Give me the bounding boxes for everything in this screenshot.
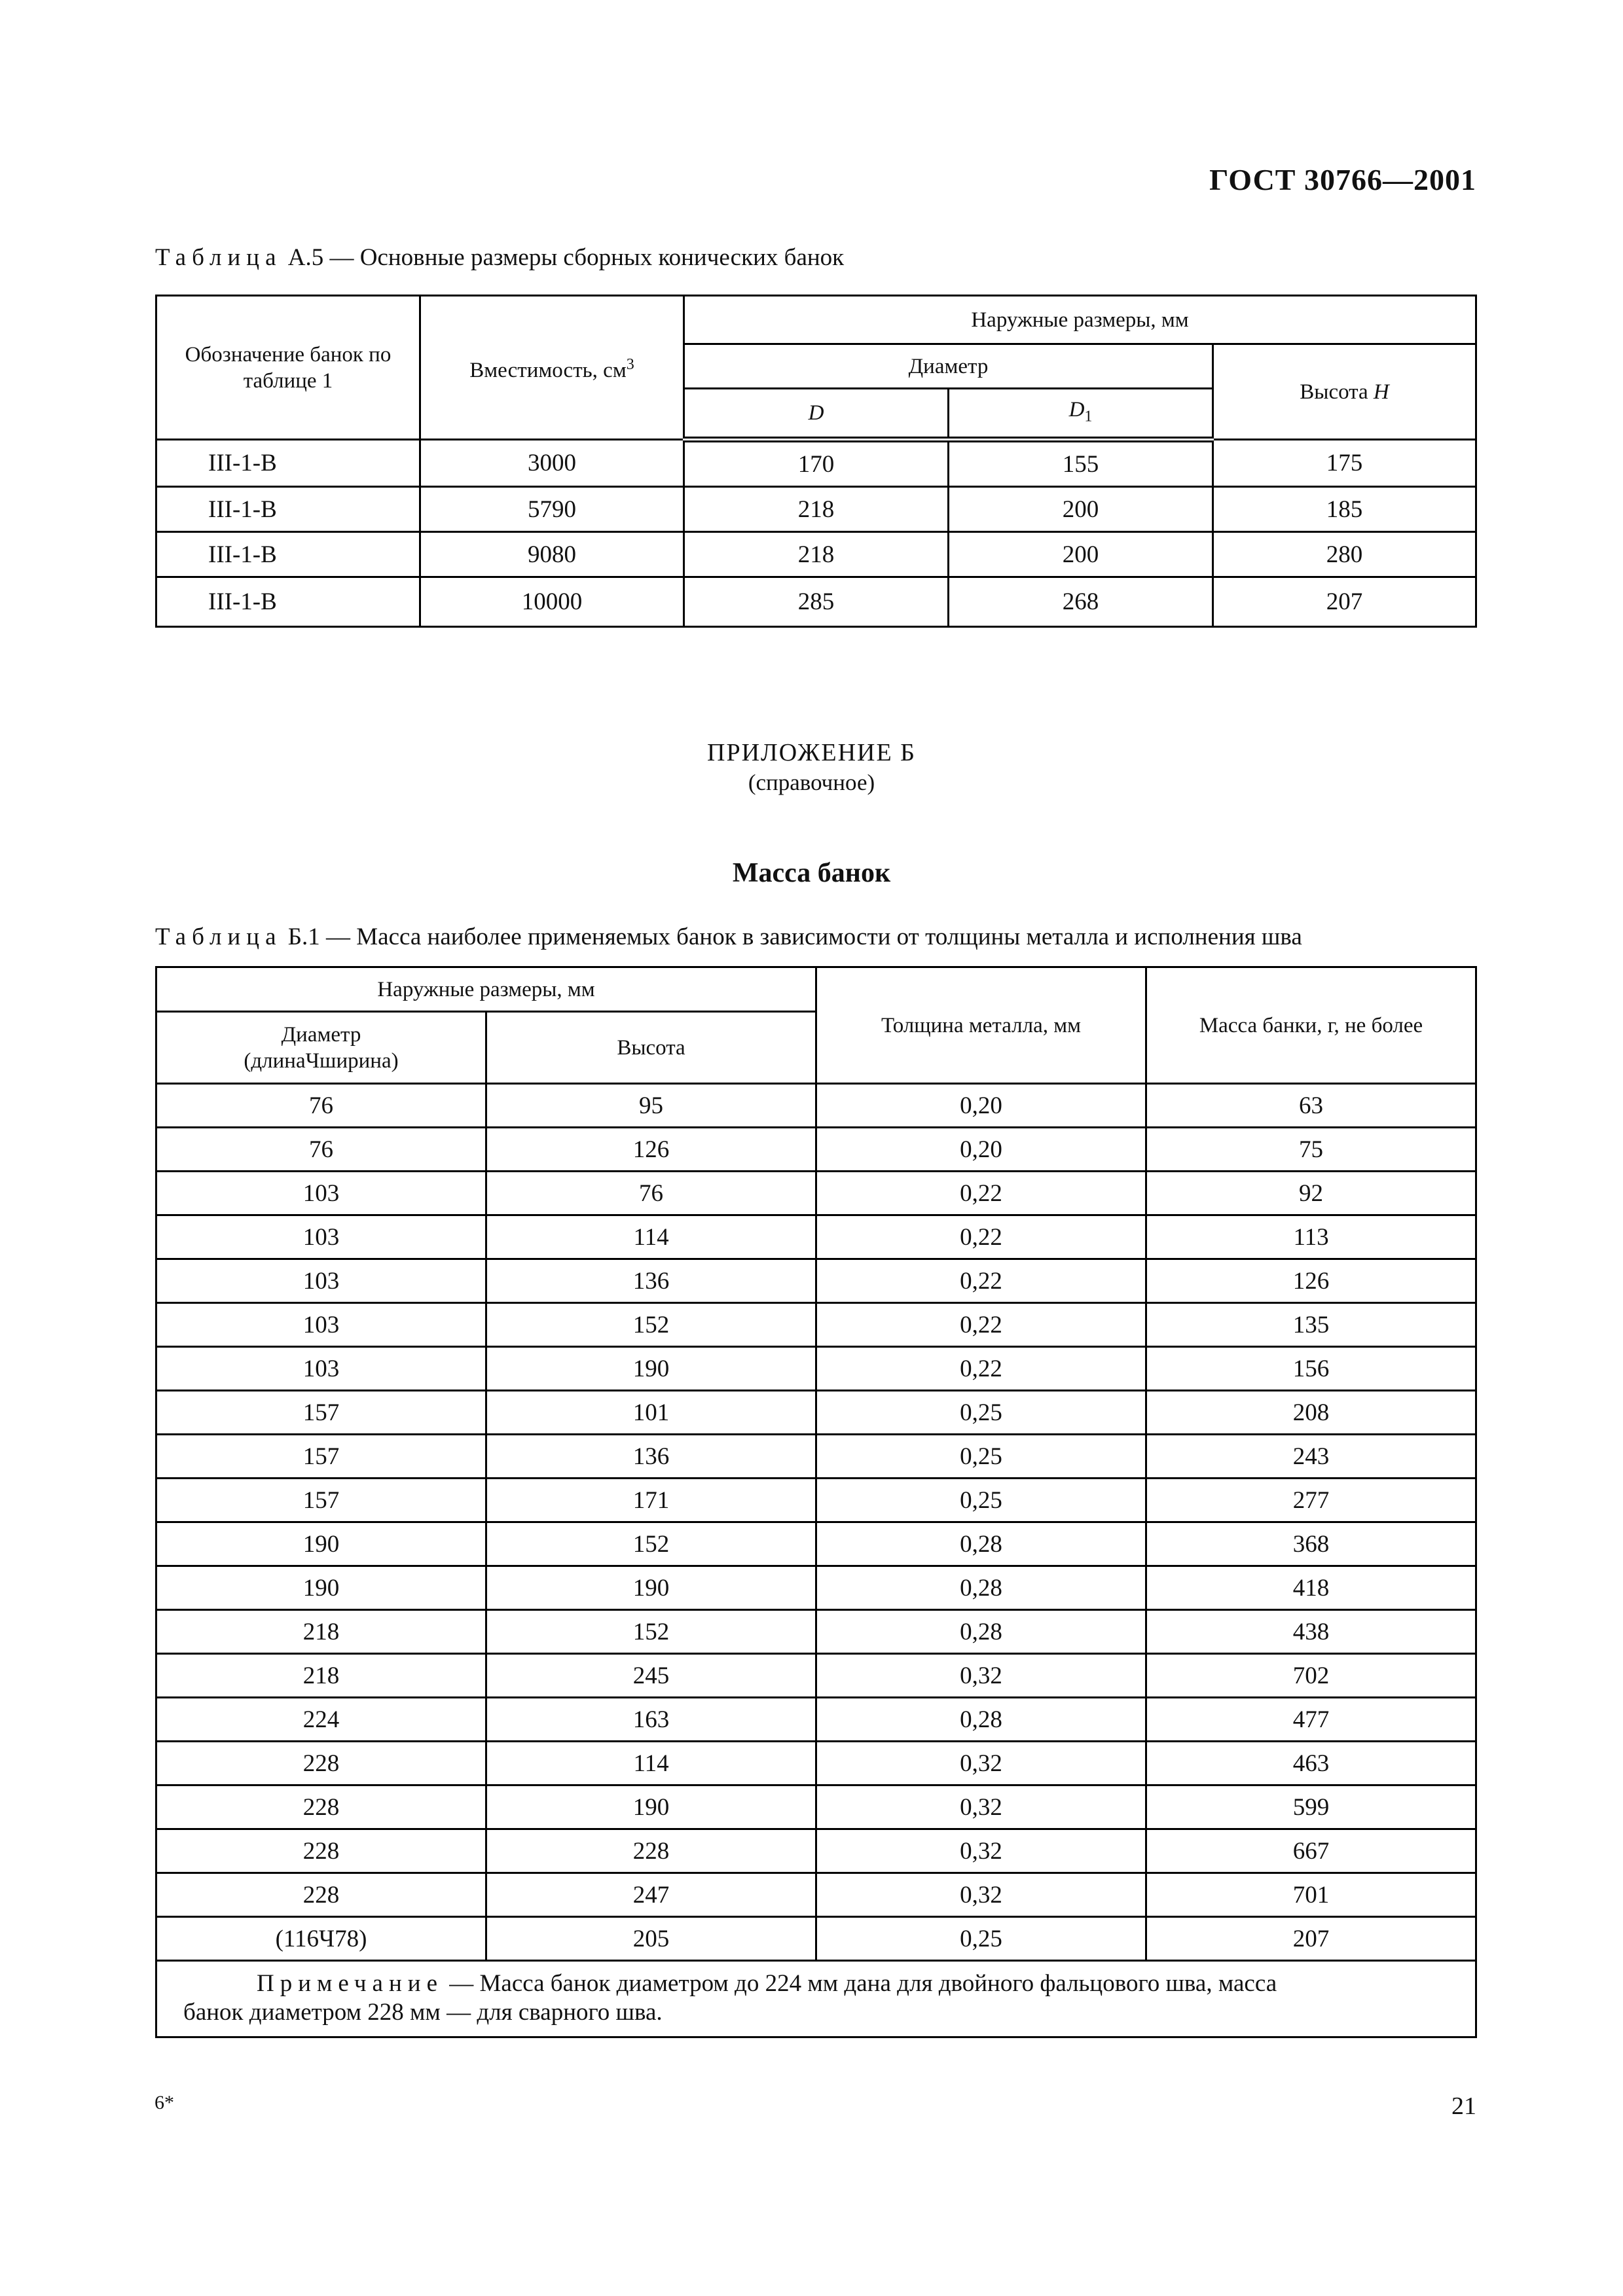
- cell-height: 114: [486, 1215, 816, 1259]
- cell-capacity: 10000: [420, 577, 684, 627]
- cell-height: 205: [486, 1917, 816, 1961]
- cell-thickness: 0,22: [816, 1259, 1146, 1303]
- cell-diameter: 157: [156, 1435, 486, 1479]
- cell-height: 114: [486, 1742, 816, 1785]
- cell-diameter: 190: [156, 1522, 486, 1566]
- footer-sheet-mark: 6*: [155, 2092, 174, 2113]
- cell-diameter: 76: [156, 1128, 486, 1172]
- cell-height: 280: [1213, 532, 1476, 577]
- table-row: [156, 532, 1476, 577]
- cell-diameter: 157: [156, 1391, 486, 1435]
- cell-height: 190: [486, 1347, 816, 1391]
- cell-thickness: 0,32: [816, 1654, 1146, 1698]
- header-designation: Обозначение банок по таблице 1: [156, 296, 420, 440]
- cell-thickness: 0,22: [816, 1172, 1146, 1215]
- table-row: [156, 1479, 1476, 1522]
- cell-height: 190: [486, 1785, 816, 1829]
- table-row: [156, 1347, 1476, 1391]
- header-capacity-text: Вместимость, см: [469, 359, 627, 382]
- table-b1-caption-prefix: Таблица: [155, 924, 282, 950]
- cell-mass: 135: [1146, 1303, 1476, 1347]
- cell-thickness: 0,28: [816, 1566, 1146, 1610]
- cell-mass: 702: [1146, 1654, 1476, 1698]
- header-diameter: Диаметр (длинаЧширина): [156, 1012, 486, 1084]
- table-row: [156, 1917, 1476, 1961]
- cell-d: 285: [684, 577, 949, 627]
- table-row: [156, 487, 1476, 532]
- table-row: [156, 1522, 1476, 1566]
- table-row: [156, 1654, 1476, 1698]
- cell-height: 171: [486, 1479, 816, 1522]
- cell-diameter: 103: [156, 1259, 486, 1303]
- table-row: [156, 1829, 1476, 1873]
- header-outer-dimensions: Наружные размеры, мм: [684, 296, 1476, 344]
- table-row: [156, 1742, 1476, 1785]
- cell-diameter: (116Ч78): [156, 1917, 486, 1961]
- cell-thickness: 0,32: [816, 1742, 1146, 1785]
- cell-thickness: 0,32: [816, 1873, 1146, 1917]
- header-height: Высота: [486, 1012, 816, 1084]
- cell-d1: 200: [949, 532, 1213, 577]
- cell-height: 163: [486, 1698, 816, 1742]
- cell-diameter: 76: [156, 1084, 486, 1128]
- cell-diameter: 228: [156, 1873, 486, 1917]
- cell-height: 175: [1213, 440, 1476, 487]
- table-a5: [155, 295, 1477, 628]
- cell-height: 126: [486, 1128, 816, 1172]
- cell-diameter: 103: [156, 1172, 486, 1215]
- cell-mass: 208: [1146, 1391, 1476, 1435]
- cell-thickness: 0,25: [816, 1391, 1146, 1435]
- cell-thickness: 0,32: [816, 1829, 1146, 1873]
- cell-thickness: 0,20: [816, 1084, 1146, 1128]
- table-row: [156, 440, 1476, 487]
- cell-capacity: 9080: [420, 532, 684, 577]
- cell-mass: 243: [1146, 1435, 1476, 1479]
- cell-mass: 463: [1146, 1742, 1476, 1785]
- cell-diameter: 218: [156, 1654, 486, 1698]
- cell-thickness: 0,25: [816, 1479, 1146, 1522]
- appendix-title: ПРИЛОЖЕНИЕ Б: [707, 739, 916, 766]
- cell-height: 207: [1213, 577, 1476, 627]
- table-row: [156, 1391, 1476, 1435]
- cell-height: 136: [486, 1435, 816, 1479]
- cell-diameter: 228: [156, 1829, 486, 1873]
- header-outer-dimensions: Наружные размеры, мм: [156, 967, 816, 1012]
- table-row: [156, 1259, 1476, 1303]
- cell-d1: 268: [949, 577, 1213, 627]
- note-prefix: Примечание: [257, 1970, 443, 1997]
- table-a5-caption-text: А.5 — Основные размеры сборных конических банок: [282, 244, 845, 271]
- cell-d1: 155: [949, 440, 1213, 487]
- cell-diameter: 157: [156, 1479, 486, 1522]
- cell-mass: 92: [1146, 1172, 1476, 1215]
- standard-designation: ГОСТ 30766—2001: [1209, 163, 1476, 196]
- cell-height: 152: [486, 1610, 816, 1654]
- cell-capacity: 3000: [420, 440, 684, 487]
- cell-mass: 418: [1146, 1566, 1476, 1610]
- cell-mass: 207: [1146, 1917, 1476, 1961]
- cell-height: 190: [486, 1566, 816, 1610]
- table-a5-caption-prefix: Таблица: [155, 244, 282, 271]
- cell-mass: 126: [1146, 1259, 1476, 1303]
- cell-height: 185: [1213, 487, 1476, 532]
- table-row: [156, 1610, 1476, 1654]
- header-thickness: Толщина металла, мм: [816, 967, 1146, 1084]
- cell-mass: 368: [1146, 1522, 1476, 1566]
- cell-height: 101: [486, 1391, 816, 1435]
- table-row: [156, 1303, 1476, 1347]
- header-d1-symbol: D: [1068, 397, 1085, 422]
- cell-height: 228: [486, 1829, 816, 1873]
- cell-height: 136: [486, 1259, 816, 1303]
- cell-height: 152: [486, 1303, 816, 1347]
- appendix-subtitle: (справочное): [748, 770, 875, 795]
- cell-capacity: 5790: [420, 487, 684, 532]
- cell-diameter: 224: [156, 1698, 486, 1742]
- cell-mass: 277: [1146, 1479, 1476, 1522]
- table-b1-caption: [155, 923, 1302, 951]
- header-d-symbol: D: [808, 401, 824, 425]
- table-a5-caption: [155, 243, 844, 272]
- cell-diameter: 103: [156, 1303, 486, 1347]
- header-diameter: Диаметр: [684, 344, 1213, 389]
- header-capacity: [420, 296, 684, 440]
- table-row: [156, 1084, 1476, 1128]
- table-row: [156, 1785, 1476, 1829]
- cell-mass: 667: [1146, 1829, 1476, 1873]
- cell-d1: 200: [949, 487, 1213, 532]
- cell-height: 95: [486, 1084, 816, 1128]
- table-row: [156, 1215, 1476, 1259]
- cell-height: 245: [486, 1654, 816, 1698]
- header-height: [1213, 344, 1476, 440]
- header-capacity-sup: 3: [626, 356, 634, 373]
- cell-thickness: 0,20: [816, 1128, 1146, 1172]
- cell-thickness: 0,22: [816, 1303, 1146, 1347]
- header-mass: Масса банки, г, не более: [1146, 967, 1476, 1084]
- table-row: [156, 1128, 1476, 1172]
- cell-mass: 477: [1146, 1698, 1476, 1742]
- cell-thickness: 0,28: [816, 1522, 1146, 1566]
- table-b1-caption-text: Б.1 — Масса наиболее применяемых банок в зависимости от толщины металла и исполнения шва: [282, 924, 1302, 950]
- table-note: [156, 1961, 1476, 2037]
- cell-mass: 156: [1146, 1347, 1476, 1391]
- header-d1: [949, 389, 1213, 440]
- cell-height: 247: [486, 1873, 816, 1917]
- cell-designation: III-1-B: [156, 577, 420, 627]
- note-row: [156, 1961, 1476, 2037]
- table-row: [156, 1873, 1476, 1917]
- cell-designation: III-1-B: [156, 532, 420, 577]
- header-height-text: Высота: [1300, 380, 1368, 404]
- cell-thickness: 0,32: [816, 1785, 1146, 1829]
- table-row: [156, 1698, 1476, 1742]
- cell-diameter: 228: [156, 1742, 486, 1785]
- cell-mass: 438: [1146, 1610, 1476, 1654]
- cell-mass: 701: [1146, 1873, 1476, 1917]
- cell-thickness: 0,28: [816, 1610, 1146, 1654]
- cell-diameter: 190: [156, 1566, 486, 1610]
- cell-thickness: 0,22: [816, 1347, 1146, 1391]
- cell-diameter: 103: [156, 1215, 486, 1259]
- cell-d: 218: [684, 487, 949, 532]
- header-d: [684, 389, 949, 440]
- table-row: [156, 577, 1476, 627]
- cell-designation: III-1-B: [156, 440, 420, 487]
- cell-diameter: 228: [156, 1785, 486, 1829]
- table-b1: [155, 966, 1477, 2038]
- cell-mass: 113: [1146, 1215, 1476, 1259]
- table-row: [156, 1172, 1476, 1215]
- cell-thickness: 0,25: [816, 1917, 1146, 1961]
- table-row: [156, 1566, 1476, 1610]
- cell-diameter: 218: [156, 1610, 486, 1654]
- cell-height: 152: [486, 1522, 816, 1566]
- header-height-symbol: H: [1373, 380, 1389, 404]
- cell-thickness: 0,22: [816, 1215, 1146, 1259]
- cell-thickness: 0,28: [816, 1698, 1146, 1742]
- cell-height: 76: [486, 1172, 816, 1215]
- note-line-2: банок диаметром 228 мм — для сварного шва.: [183, 1999, 663, 2026]
- note-line-1: — Масса банок диаметром до 224 мм дана для двойного фальцового шва, масса: [443, 1970, 1277, 1997]
- cell-d: 218: [684, 532, 949, 577]
- table-row: [156, 1435, 1476, 1479]
- cell-designation: III-1-B: [156, 487, 420, 532]
- cell-diameter: 103: [156, 1347, 486, 1391]
- cell-thickness: 0,25: [816, 1435, 1146, 1479]
- cell-mass: 63: [1146, 1084, 1476, 1128]
- section-title: Масса банок: [732, 858, 891, 888]
- cell-mass: 75: [1146, 1128, 1476, 1172]
- cell-d: 170: [684, 440, 949, 487]
- cell-mass: 599: [1146, 1785, 1476, 1829]
- header-d1-sub: 1: [1084, 408, 1093, 425]
- page-number: 21: [1451, 2092, 1476, 2120]
